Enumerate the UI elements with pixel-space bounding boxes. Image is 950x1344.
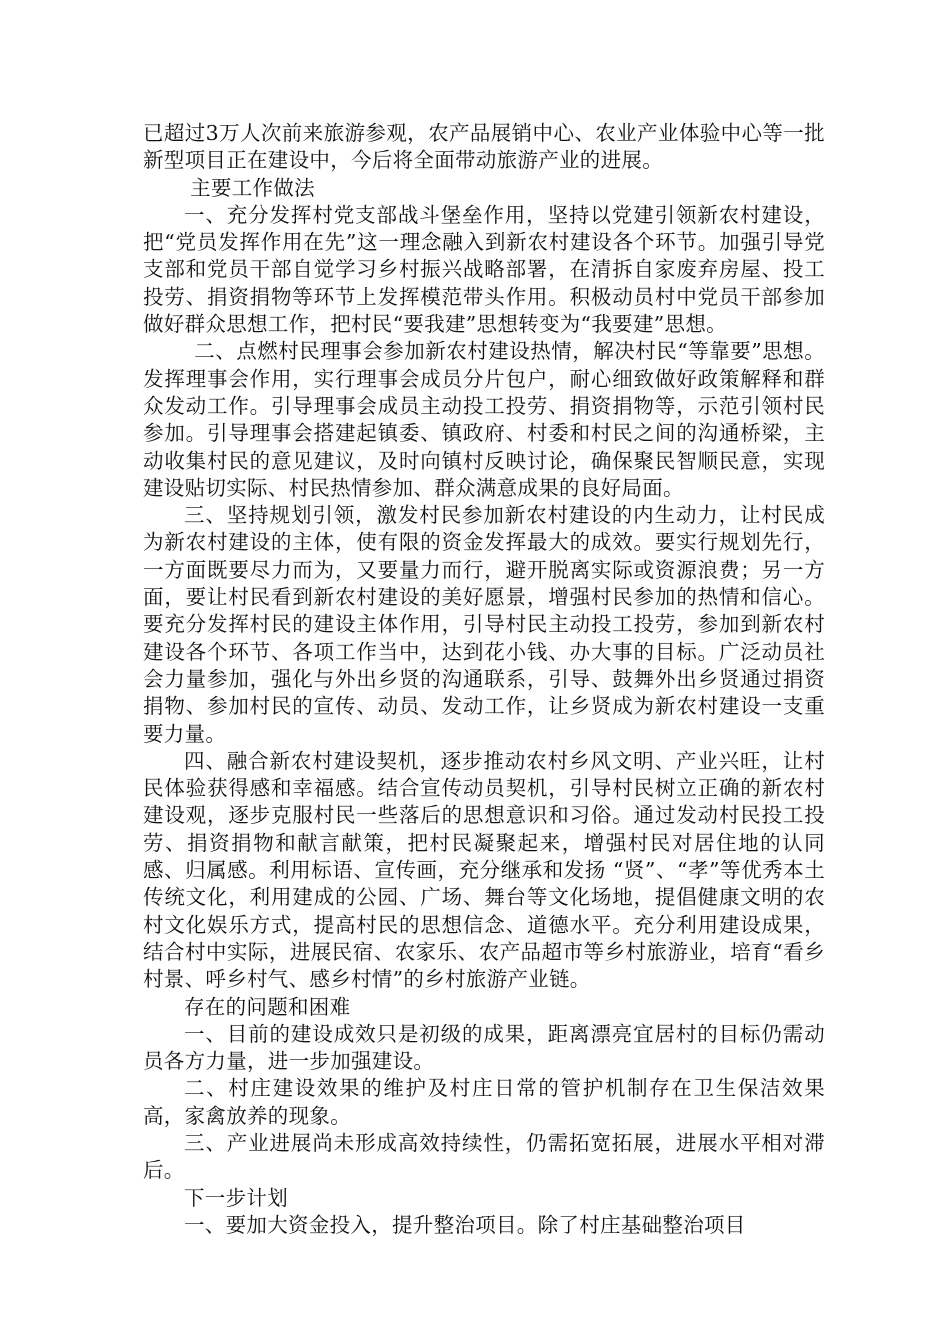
- section-heading-main-work: 主要工作做法: [190, 175, 315, 200]
- document-body: [143, 120, 825, 1239]
- paragraph-work-4: 四、融合新农村建设契机，逐步推动农村乡风文明、产业兴旺，让村民体验获得感和幸福感。结合宣传动员契机，引导村民树立正确的新农村建设观，逐步克服村民一些落后的思想意识和习俗。通过发动村民投工投劳、捐资捐物和献言献策，把村民凝聚起来，增强村民对居住地的认同感、归属感。利用标语、宣传画，充分继承和发扬 “贤”、“孝”等优秀本土传统文化，利用建成的公园、广场、舞台等文化场地，提倡健康文明的农村文化娱乐方式，提高村民的思想信念、道德水平。充分利用建设成果，结合村中实际，进展民宿、农家乐、农产品超市等乡村旅游业，培育“看乡村景、呼乡村气、感乡村情”的乡村旅游产业链。: [143, 748, 825, 992]
- section-heading-next-plan: 下一步计划: [184, 1185, 288, 1210]
- paragraph-problem-3: 三、产业进展尚未形成高效持续性，仍需拓宽拓展，进展水平相对滞后。: [143, 1130, 825, 1183]
- paragraph-work-2: 二、点燃村民理事会参加新农村建设热情，解决村民“等靠要”思想。发挥理事会作用，实行理事会成员分片包户，耐心细致做好政策解释和群众发动工作。引导理事会成员主动投工投劳、捐资捐物等，示范引领村民参加。引导理事会搭建起镇委、镇政府、村委和村民之间的沟通桥梁，主动收集村民的意见建议，及时向镇村反映讨论，确保聚民智顺民意，实现建设贴切实际、村民热情参加、群众满意成果的良好局面。: [143, 339, 825, 500]
- paragraph-problem-2: 二、村庄建设效果的维护及村庄日常的管护机制存在卫生保洁效果高，家禽放养的现象。: [143, 1076, 825, 1128]
- section-heading-problems: 存在的问题和困难: [184, 994, 351, 1019]
- paragraph-problem-1: 一、目前的建设成效只是初级的成果，距离漂亮宜居村的目标仍需动员各方力量，进一步加强建设。: [143, 1021, 825, 1074]
- paragraph-tourism-intro: 已超过3万人次前来旅游参观，农产品展销中心、农业产业体验中心等一批新型项目正在建设中，今后将全面带动旅游产业的进展。: [143, 121, 825, 173]
- paragraph-work-3: 三、坚持规划引领，激发村民参加新农村建设的内生动力，让村民成为新农村建设的主体，使有限的资金发挥最大的成效。要实行规划先行，一方面既要尽力而为，又要量力而行，避开脱离实际或资源浪费；另一方面，要让村民看到新农村建设的美好愿景，增强村民参加的热情和信心。要充分发挥村民的建设主体作用，引导村民主动投工投劳，参加到新农村建设各个环节、各项工作当中，达到花小钱、办大事的目标。广泛动员社会力量参加，强化与外出乡贤的沟通联系，引导、鼓舞外出乡贤通过捐资捐物、参加村民的宣传、动员、发动工作，让乡贤成为新农村建设一支重要力量。: [143, 503, 825, 746]
- paragraph-work-1: 一、充分发挥村党支部战斗堡垒作用，坚持以党建引领新农村建设，把“党员发挥作用在先”这一理念融入到新农村建设各个环节。加强引导党支部和党员干部自觉学习乡村振兴战略部署，在清拆自家废弃房屋、投工投劳、捐资捐物等环节上发挥模范带头作用。积极动员村中党员干部参加做好群众思想工作，把村民“要我建”思想转变为“我要建”思想。: [143, 202, 825, 337]
- paragraph-plan-1: 一、要加大资金投入，提升整治项目。除了村庄基础整治项目: [184, 1212, 746, 1237]
